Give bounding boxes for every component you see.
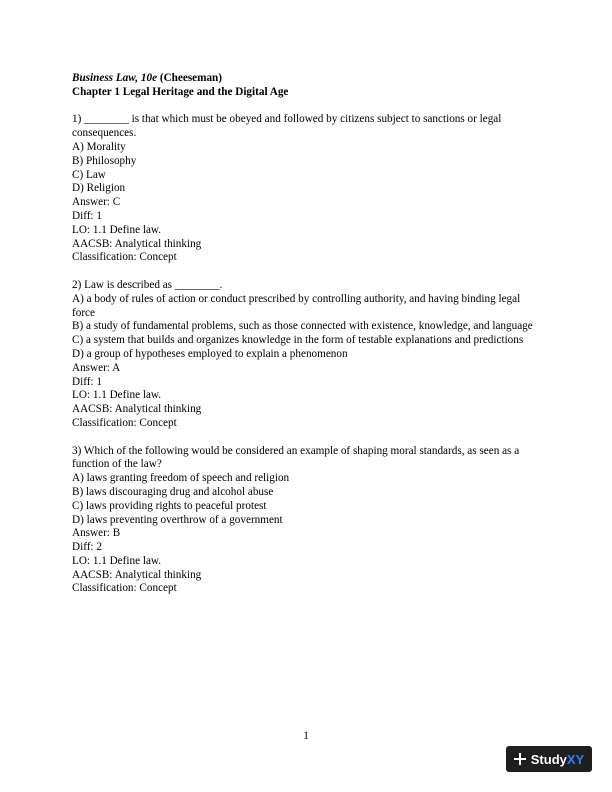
option-a: A) Morality [72, 140, 126, 153]
option-a: A) laws granting freedom of speech and religion [72, 472, 290, 485]
brand-accent: XY [566, 751, 585, 767]
option-b: B) laws discouraging drug and alcohol abuse [72, 485, 274, 498]
book-author: (Cheeseman) [157, 72, 222, 84]
question-stem: 3) Which of the following would be considered an example of shaping moral standards, as seen as a function of the law? [72, 444, 520, 471]
classification: Classification: Concept [72, 416, 177, 429]
brand-main: Study [530, 751, 567, 767]
aacsb: AACSB: Analytical thinking [72, 403, 202, 416]
option-c: C) a system that builds and organizes knowledge in the form of testable explanations and predictions [72, 334, 524, 347]
option-b: B) a study of fundamental problems, such as those connected with existence, knowledge, and language [72, 320, 533, 333]
chapter-title: Chapter 1 Legal Heritage and the Digital Age [72, 85, 289, 98]
question-1 [72, 113, 542, 265]
option-d: D) Religion [72, 182, 126, 195]
studyxy-watermark [506, 746, 592, 772]
document-page [72, 72, 542, 596]
learning-objective: LO: 1.1 Define law. [72, 223, 162, 236]
option-b: B) Philosophy [72, 154, 137, 167]
difficulty: Diff: 1 [72, 375, 102, 388]
answer: Answer: C [72, 196, 121, 209]
aacsb: AACSB: Analytical thinking [72, 568, 202, 581]
classification: Classification: Concept [72, 582, 177, 595]
difficulty: Diff: 1 [72, 209, 102, 222]
aacsb: AACSB: Analytical thinking [72, 237, 202, 250]
option-c: C) Law [72, 168, 106, 181]
page-number: 1 [303, 730, 309, 742]
option-d: D) laws preventing overthrow of a government [72, 513, 283, 526]
option-c: C) laws providing rights to peaceful protest [72, 499, 267, 512]
difficulty: Diff: 2 [72, 541, 102, 554]
question-2 [72, 279, 542, 431]
question-3 [72, 445, 542, 597]
question-stem: 1) ________ is that which must be obeyed and followed by citizens subject to sanctions or legal consequences. [72, 113, 502, 140]
classification: Classification: Concept [72, 251, 177, 264]
option-d: D) a group of hypotheses employed to explain a phenomenon [72, 347, 348, 360]
question-stem: 2) Law is described as ________. [72, 278, 223, 291]
option-a: A) a body of rules of action or conduct prescribed by controlling authority, and having binding legal force [72, 292, 521, 319]
learning-objective: LO: 1.1 Define law. [72, 389, 162, 402]
book-header [72, 72, 542, 86]
answer: Answer: B [72, 527, 121, 540]
answer: Answer: A [72, 361, 121, 374]
plus-icon [514, 753, 526, 765]
learning-objective: LO: 1.1 Define law. [72, 554, 162, 567]
book-title: Business Law, 10e [72, 72, 158, 84]
